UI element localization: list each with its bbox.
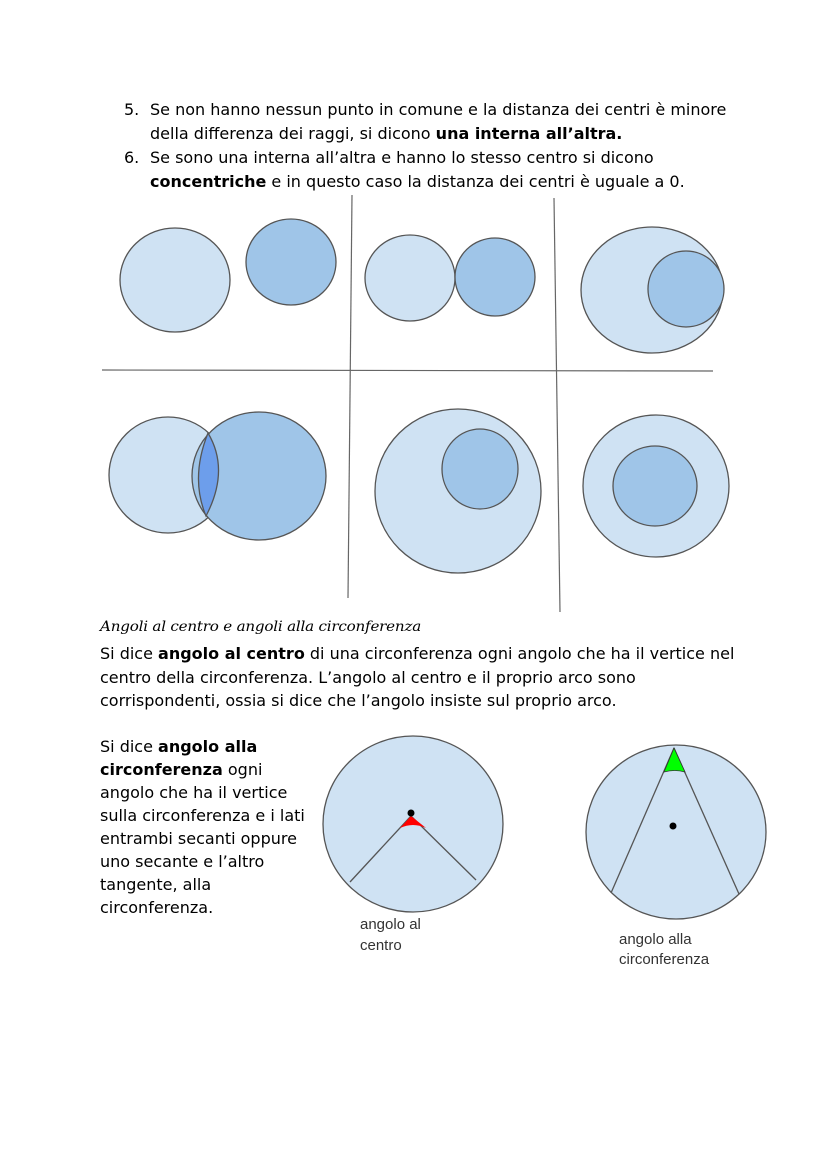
circle-external-a — [120, 228, 230, 332]
caption-central-2: centro — [360, 937, 402, 954]
grid-line-horizontal — [102, 370, 713, 371]
list-text-end: e in questo caso la distanza dei centri è uguale a 0. — [266, 172, 685, 191]
central-angle-paragraph — [100, 642, 740, 713]
circle-int-tangent-b — [648, 251, 724, 327]
inscribed-angle-paragraph — [100, 735, 315, 919]
list-bold-term: una interna all’altra. — [435, 124, 623, 143]
list-item-5 — [124, 98, 764, 146]
para-text-end: ogni angolo che ha il vertice sulla circonferenza e i lati entrambi secanti oppure uno secante e l’altro tangente, alla circonferenza. — [100, 760, 305, 917]
caption-inscribed-1: angolo alla — [619, 931, 692, 948]
para-text-end: di una circonferenza ogni angolo che ha il vertice nel centro della circonferenza. L’angolo al centro e il proprio arco sono corrispondenti, ossia si dice che l’angolo insiste sul proprio arco. — [100, 644, 735, 710]
list-bold-term: concentriche — [150, 172, 267, 191]
grid-line-vertical-1 — [348, 195, 352, 598]
list-item-6 — [124, 146, 764, 194]
inscribed-angle-center-dot — [670, 823, 677, 830]
list-text: Se sono una interna all’altra e hanno lo stesso centro si dicono — [150, 148, 654, 167]
grid-line-vertical-2 — [554, 198, 560, 612]
circle-positions-figure — [0, 190, 828, 615]
circle-positions-list — [124, 98, 764, 194]
circle-internal-b — [442, 429, 518, 509]
list-text: Se non hanno nessun punto in comune e la distanza dei centri è minore della differenza dei raggi, si dicono — [150, 100, 727, 143]
circle-tangent-b — [455, 238, 535, 316]
para-text: Si dice — [100, 644, 159, 663]
para-text: Si dice — [100, 737, 159, 756]
circle-external-b — [246, 219, 336, 305]
circle-tangent-a — [365, 235, 455, 321]
list-number: 5. — [124, 100, 140, 119]
para-bold-term: angolo alla circonferenza — [100, 737, 258, 779]
circle-concentric-b — [613, 446, 697, 526]
angles-figure — [300, 730, 780, 975]
caption-central-1: angolo al — [360, 916, 421, 933]
caption-inscribed-2: circonferenza — [619, 951, 710, 968]
list-number: 6. — [124, 148, 140, 167]
para-bold-term: angolo al centro — [158, 644, 305, 663]
section-heading: Angoli al centro e angoli alla circonferenza — [100, 619, 421, 635]
central-angle-center-dot — [408, 810, 415, 817]
